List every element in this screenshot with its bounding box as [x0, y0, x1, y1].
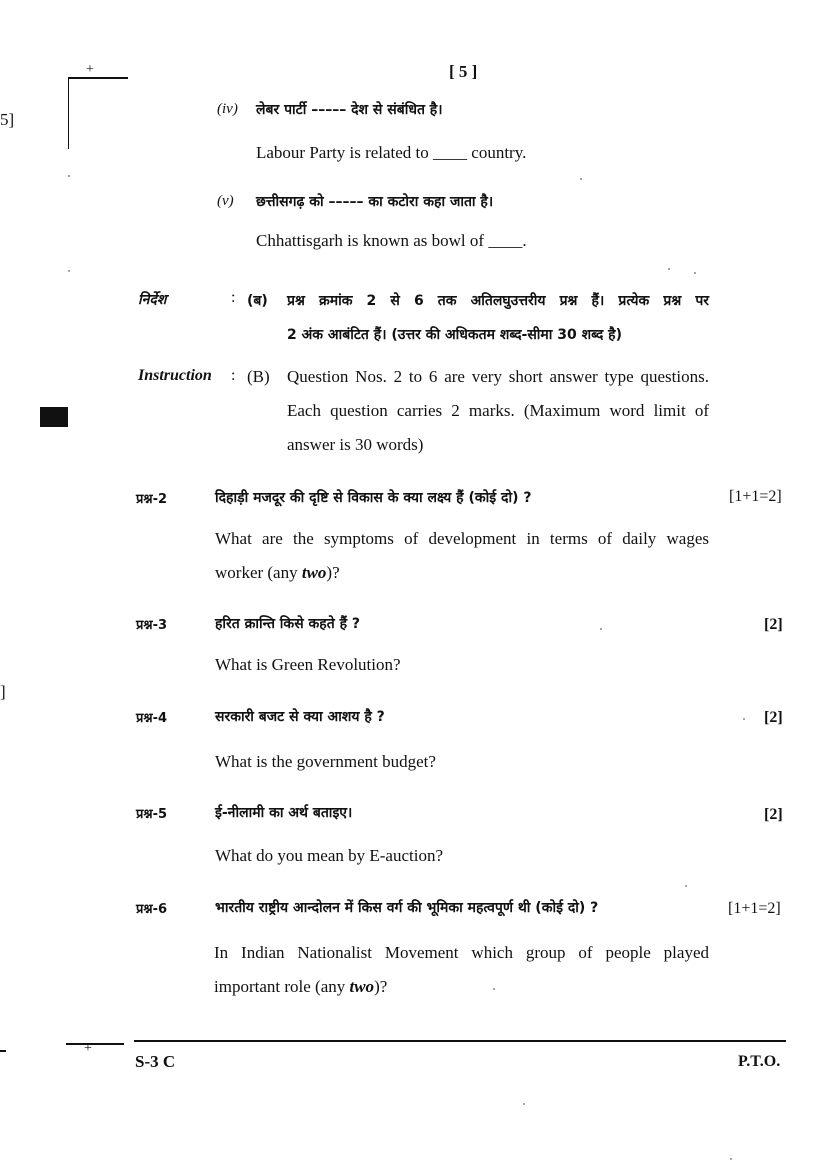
question-5-hindi: ई-नीलामी का अर्थ बताइए। [215, 805, 353, 821]
left-margin-mark-mid: ] [0, 682, 6, 701]
question-5-english: What do you mean by E-auction? [215, 846, 444, 865]
direction-label-hindi: निर्देश [138, 292, 167, 308]
instruction-sub: (B) [247, 367, 270, 386]
question-6-label: प्रश्न-6 [136, 902, 168, 917]
fill-blank-iv-english: Labour Party is related to ____ country. [256, 143, 527, 162]
scan-speck [68, 270, 70, 272]
instruction-text-1: Question Nos. 2 to 6 are very short answer type questions. [287, 367, 709, 386]
black-registration-block [40, 407, 68, 427]
question-5-label: प्रश्न-5 [136, 807, 168, 822]
scan-speck [694, 272, 696, 274]
direction-text-hindi-2: 2 अंक आबंटित हैं। (उत्तर की अधिकतम शब्द-सीमा 30 शब्द है) [287, 327, 622, 343]
question-6-english-2: important role (any two)? [214, 977, 388, 996]
instruction-separator: : [231, 367, 236, 384]
question-6-hindi: भारतीय राष्ट्रीय आन्दोलन में किस वर्ग की भूमिका महत्वपूर्ण थी (कोई दो) ? [215, 900, 599, 916]
fill-blank-v-num: (v) [217, 193, 234, 209]
left-margin-mark-top: 5] [0, 110, 15, 129]
fill-blank-iv-num: (iv) [217, 101, 238, 117]
question-3-hindi: हरित क्रान्ति किसे कहते हैं ? [215, 616, 360, 632]
fill-blank-iv-hindi: लेबर पार्टी ––––– देश से संबंधित है। [256, 102, 443, 118]
question-6-marks: [1+1=2] [728, 900, 781, 917]
direction-separator-hindi: : [231, 289, 236, 306]
question-3-english: What is Green Revolution? [215, 655, 401, 674]
question-2-english-1: What are the symptoms of development in terms of daily wages [215, 529, 709, 548]
left-vertical-rule [68, 77, 69, 149]
question-4-hindi: सरकारी बजट से क्या आशय है ? [215, 709, 385, 725]
page-number: [ 5 ] [449, 62, 478, 81]
scan-speck [685, 885, 687, 887]
crosshair-bottom: + [84, 1041, 92, 1056]
question-2-hindi: दिहाड़ी मजदूर की दृष्टि से विकास के क्या लक्ष्य हैं (कोई दो) ? [215, 490, 532, 506]
top-rule [68, 77, 128, 79]
scan-speck [523, 1103, 525, 1105]
question-2-english-2: worker (any two)? [215, 563, 340, 582]
scan-speck [668, 268, 670, 270]
crosshair-top: + [86, 62, 94, 77]
question-6-english-1: In Indian Nationalist Movement which group of people played [214, 943, 709, 962]
question-5-marks: [2] [764, 806, 783, 823]
scan-speck [580, 178, 582, 180]
question-2-marks: [1+1=2] [729, 488, 782, 505]
footer-pto: P.T.O. [738, 1053, 781, 1070]
question-4-marks: [2] [764, 709, 783, 726]
fill-blank-v-hindi: छत्तीसगढ़ को ––––– का कटोरा कहा जाता है। [256, 194, 494, 210]
question-4-english: What is the government budget? [215, 752, 436, 771]
question-4-label: प्रश्न-4 [136, 711, 168, 726]
instruction-label: Instruction [138, 367, 212, 384]
fill-blank-v-english: Chhattisgarh is known as bowl of ____. [256, 231, 527, 250]
direction-text-hindi-1: प्रश्न क्रमांक 2 से 6 तक अतिलघुउत्तरीय प्रश्न हैं। प्रत्येक प्रश्न पर [287, 293, 709, 309]
question-3-marks: [2] [764, 616, 783, 633]
footer-rule [134, 1040, 786, 1042]
footer-code: S-3 C [135, 1052, 176, 1071]
direction-sub-hindi: (ब) [247, 293, 268, 309]
instruction-text-3: answer is 30 words) [287, 435, 424, 454]
scan-speck [743, 718, 745, 720]
scan-speck [68, 175, 70, 177]
left-margin-dash [0, 1050, 6, 1052]
scan-speck [493, 988, 495, 990]
scan-speck [600, 628, 602, 630]
instruction-text-2: Each question carries 2 marks. (Maximum word limit of [287, 401, 709, 420]
scan-speck [730, 1158, 732, 1160]
footer-rule-left [66, 1043, 124, 1045]
question-3-label: प्रश्न-3 [136, 618, 168, 633]
question-2-label: प्रश्न-2 [136, 492, 168, 507]
